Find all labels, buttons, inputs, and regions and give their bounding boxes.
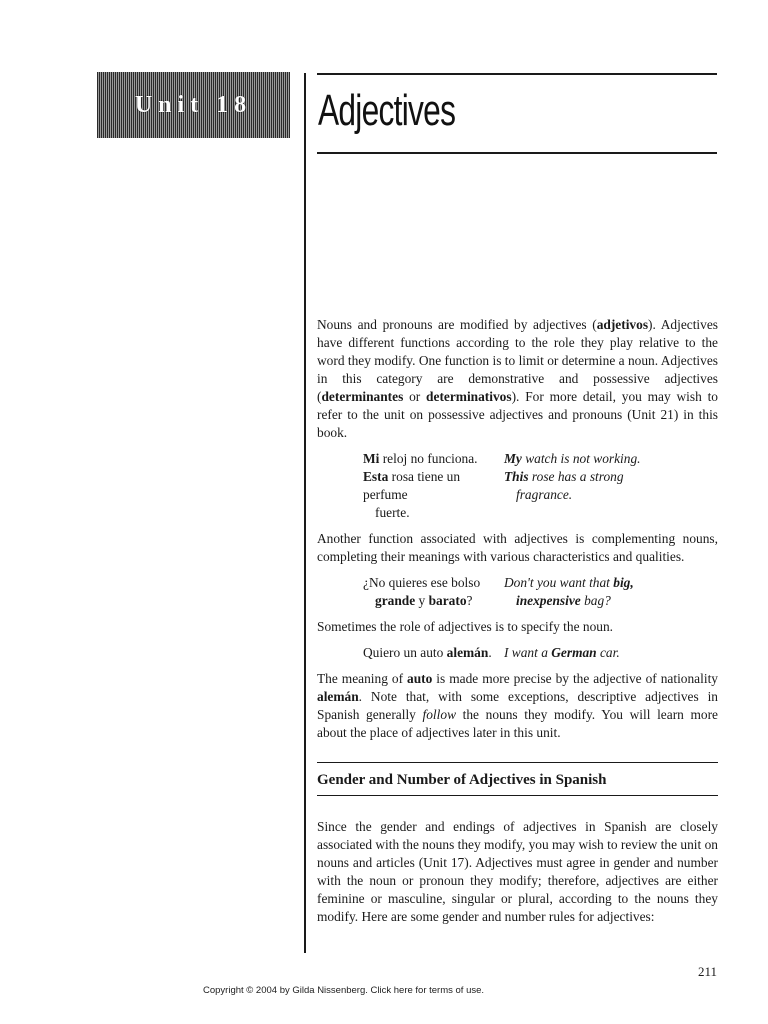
example-block-3 xyxy=(317,644,718,662)
section-paragraph: Since the gender and endings of adjectives in Spanish are closely associated with the nouns they modify, you may wish to review the unit on nouns and articles (Unit 17). Adjectives must agree in gender and number with the noun or pronoun they modify; therefore, adjectives are either feminine or masculine, singular or plural, according to the nouns they modify. Here are some gender and number rules for adjectives: xyxy=(317,819,718,924)
english-translation: I want a German car. xyxy=(504,645,620,660)
section-heading: Gender and Number of Adjectives in Spanish xyxy=(317,763,718,796)
paragraph-4: The meaning of auto is made more precise by the adjective of nationality alemán. Note that, with some exceptions, descriptive adjectives in Spanish generally follow the nouns they modify. You will learn more about the place of adjectives later in this unit. xyxy=(317,671,718,740)
paragraph-2: Another function associated with adjectives is complementing nouns, completing their meanings with various characteristics and qualities. xyxy=(317,531,718,564)
spanish-example: Quiero un auto alemán. xyxy=(363,645,492,660)
spanish-example: ¿No quieres ese bolso grande y barato? xyxy=(363,575,481,608)
page-title: Adjectives xyxy=(318,86,456,135)
vertical-divider xyxy=(304,73,306,953)
title-bottom-rule xyxy=(317,152,717,154)
unit-banner xyxy=(97,72,290,138)
unit-label: Unit 18 xyxy=(134,91,253,118)
english-translation: Don't you want that big, inexpensive bag? xyxy=(504,575,634,608)
title-top-rule xyxy=(317,73,717,75)
copyright-link[interactable]: Copyright © 2004 by Gilda Nissenberg. Click here for terms of use. xyxy=(203,985,485,996)
paragraph-3: Sometimes the role of adjectives is to specify the noun. xyxy=(317,619,614,634)
spanish-example: Mi reloj no funciona. Esta rosa tiene un perfume fuerte. xyxy=(363,451,478,520)
example-block-2 xyxy=(317,574,718,610)
intro-paragraph: Nouns and pronouns are modified by adjectives (adjetivos). Adjectives have different functions according to the role they play relative to the word they modify. One function is to limit or determine a noun. Adjectives in this category are demonstrative and possessive adjectives (determinantes or determinativos). For more detail, you may wish to refer to the unit on possessive adjectives and pronouns (Unit 21) in this book. xyxy=(317,317,719,440)
english-translation: My watch is not working. This rose has a strong fragrance. xyxy=(504,451,641,502)
page-number: 211 xyxy=(698,964,718,979)
example-block-1 xyxy=(317,450,718,522)
main-content xyxy=(317,316,718,934)
